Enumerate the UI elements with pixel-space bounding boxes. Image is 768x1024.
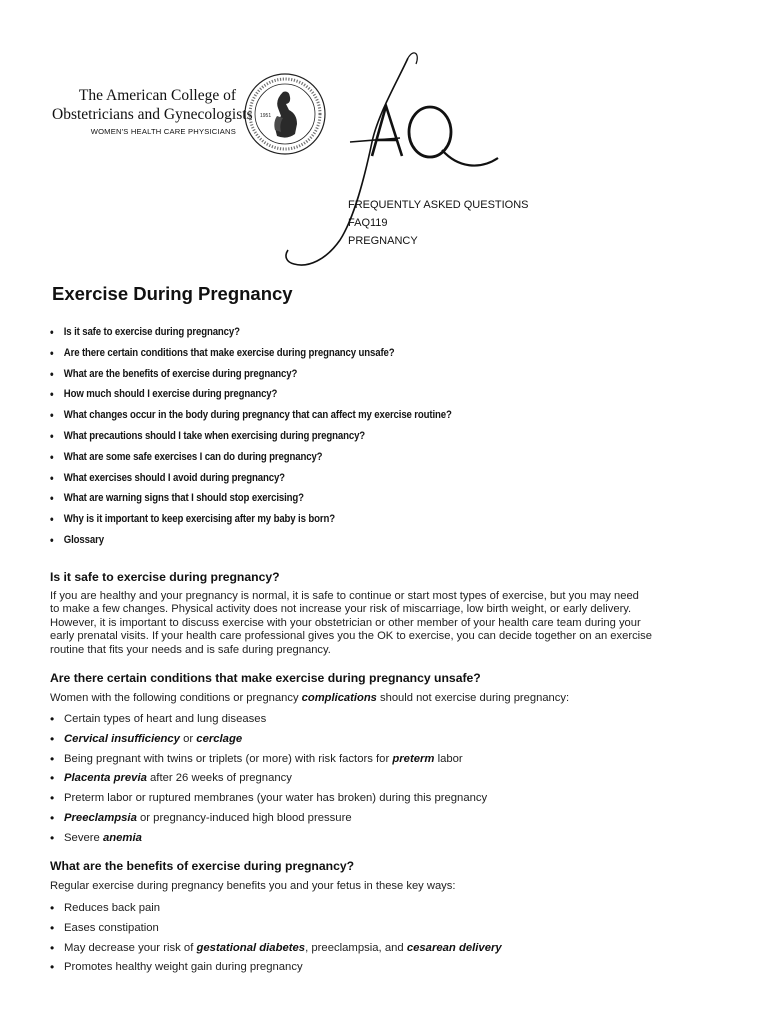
list-item: • Cervical insufficiency or cerclage: [50, 730, 487, 750]
list-item: • Being pregnant with twins or triplets (or more) with risk factors for preterm labor: [50, 750, 487, 770]
list-item: • Eases constipation: [50, 919, 502, 939]
faq-series-label: FREQUENTLY ASKED QUESTIONS: [348, 199, 529, 211]
toc-item[interactable]: • Glossary: [50, 530, 452, 551]
toc-item[interactable]: • What are warning signs that I should stop exercising?: [50, 488, 452, 509]
glossary-term[interactable]: Cervical insufficiency: [64, 732, 180, 745]
faq-number: FAQ119: [348, 217, 388, 229]
list-item: • Certain types of heart and lung diseases: [50, 710, 487, 730]
list-item: • Promotes healthy weight gain during pregnancy: [50, 958, 502, 978]
section-paragraph-safe: [50, 590, 704, 657]
benefits-list: [50, 899, 502, 978]
list-item: • Preeclampsia or pregnancy-induced high blood pressure: [50, 809, 487, 829]
toc-item[interactable]: • Why is it important to keep exercising after my baby is born?: [50, 509, 452, 530]
toc-item[interactable]: • What exercises should I avoid during pregnancy?: [50, 468, 452, 489]
toc-item[interactable]: • What are the benefits of exercise during pregnancy?: [50, 364, 452, 385]
glossary-term[interactable]: gestational diabetes: [196, 941, 306, 954]
toc-item[interactable]: • What are some safe exercises I can do during pregnancy?: [50, 447, 452, 468]
glossary-term[interactable]: cerclage: [196, 732, 243, 745]
list-item: • Placenta previa after 26 weeks of pregnancy: [50, 769, 487, 789]
paragraph-line: early prenatal visits. If your health care professional gives you the OK to exercise, you can decide together on an exercise: [50, 630, 652, 643]
intro-text: Women with the following conditions or pregnancy: [50, 692, 302, 704]
glossary-term[interactable]: anemia: [102, 831, 142, 844]
faq-info: [348, 196, 529, 250]
section-heading-safe: Is it safe to exercise during pregnancy?: [50, 570, 280, 584]
paragraph-line: If you are healthy and your pregnancy is normal, it is safe to continue or start most types of exercise, but you may need: [50, 590, 639, 602]
glossary-term[interactable]: preterm: [392, 752, 435, 765]
paragraph-line: routine that fits your needs and is safe during pregnancy.: [50, 643, 331, 656]
glossary-term[interactable]: cesarean delivery: [406, 941, 502, 954]
toc-item[interactable]: • How much should I exercise during pregnancy?: [50, 384, 452, 405]
page-title: Exercise During Pregnancy: [52, 283, 293, 304]
org-name-line-1: The American College of: [78, 87, 236, 104]
list-item: • Preterm labor or ruptured membranes (your water has broken) during this pregnancy: [50, 789, 487, 809]
glossary-term[interactable]: Placenta previa: [64, 772, 147, 785]
org-tagline: WOMEN'S HEALTH CARE PHYSICIANS: [90, 127, 236, 136]
section-heading-benefits: What are the benefits of exercise during pregnancy?: [50, 859, 355, 873]
toc-item[interactable]: • What changes occur in the body during pregnancy that can affect my exercise routine?: [50, 405, 452, 426]
glossary-term[interactable]: complications: [301, 692, 377, 704]
section-heading-unsafe-conditions: Are there certain conditions that make exercise during pregnancy unsafe?: [50, 671, 481, 685]
glossary-term[interactable]: Preeclampsia: [64, 811, 137, 824]
list-item: • May decrease your risk of gestational diabetes, preeclampsia, and cesarean delivery: [50, 939, 502, 959]
intro-text: should not exercise during pregnancy:: [376, 692, 570, 704]
organization-name: [52, 86, 253, 137]
seal-year: 1951: [260, 113, 272, 119]
org-name-line-2: Obstetricians and Gynecologists: [52, 106, 253, 123]
list-item: • Reduces back pain: [50, 899, 502, 919]
unsafe-conditions-list: [50, 710, 487, 849]
section-intro-unsafe-conditions: [50, 692, 569, 704]
list-item: • Severe anemia: [50, 829, 487, 849]
paragraph-line: to make a few changes. Physical activity does not increase your risk of miscarriage, low birth weight, or early delivery.: [50, 603, 632, 616]
toc-item[interactable]: • Are there certain conditions that make exercise during pregnancy unsafe?: [50, 343, 452, 364]
toc-item[interactable]: • What precautions should I take when exercising during pregnancy?: [50, 426, 452, 447]
table-of-contents: [50, 322, 517, 551]
toc-item[interactable]: • Is it safe to exercise during pregnancy?: [50, 322, 452, 343]
faq-category: PREGNANCY: [348, 235, 418, 247]
paragraph-line: However, it is important to discuss exercise with your obstetrician or other member of your health care team during your: [50, 616, 641, 629]
section-intro-benefits: Regular exercise during pregnancy benefits you and your fetus in these key ways:: [50, 880, 456, 892]
